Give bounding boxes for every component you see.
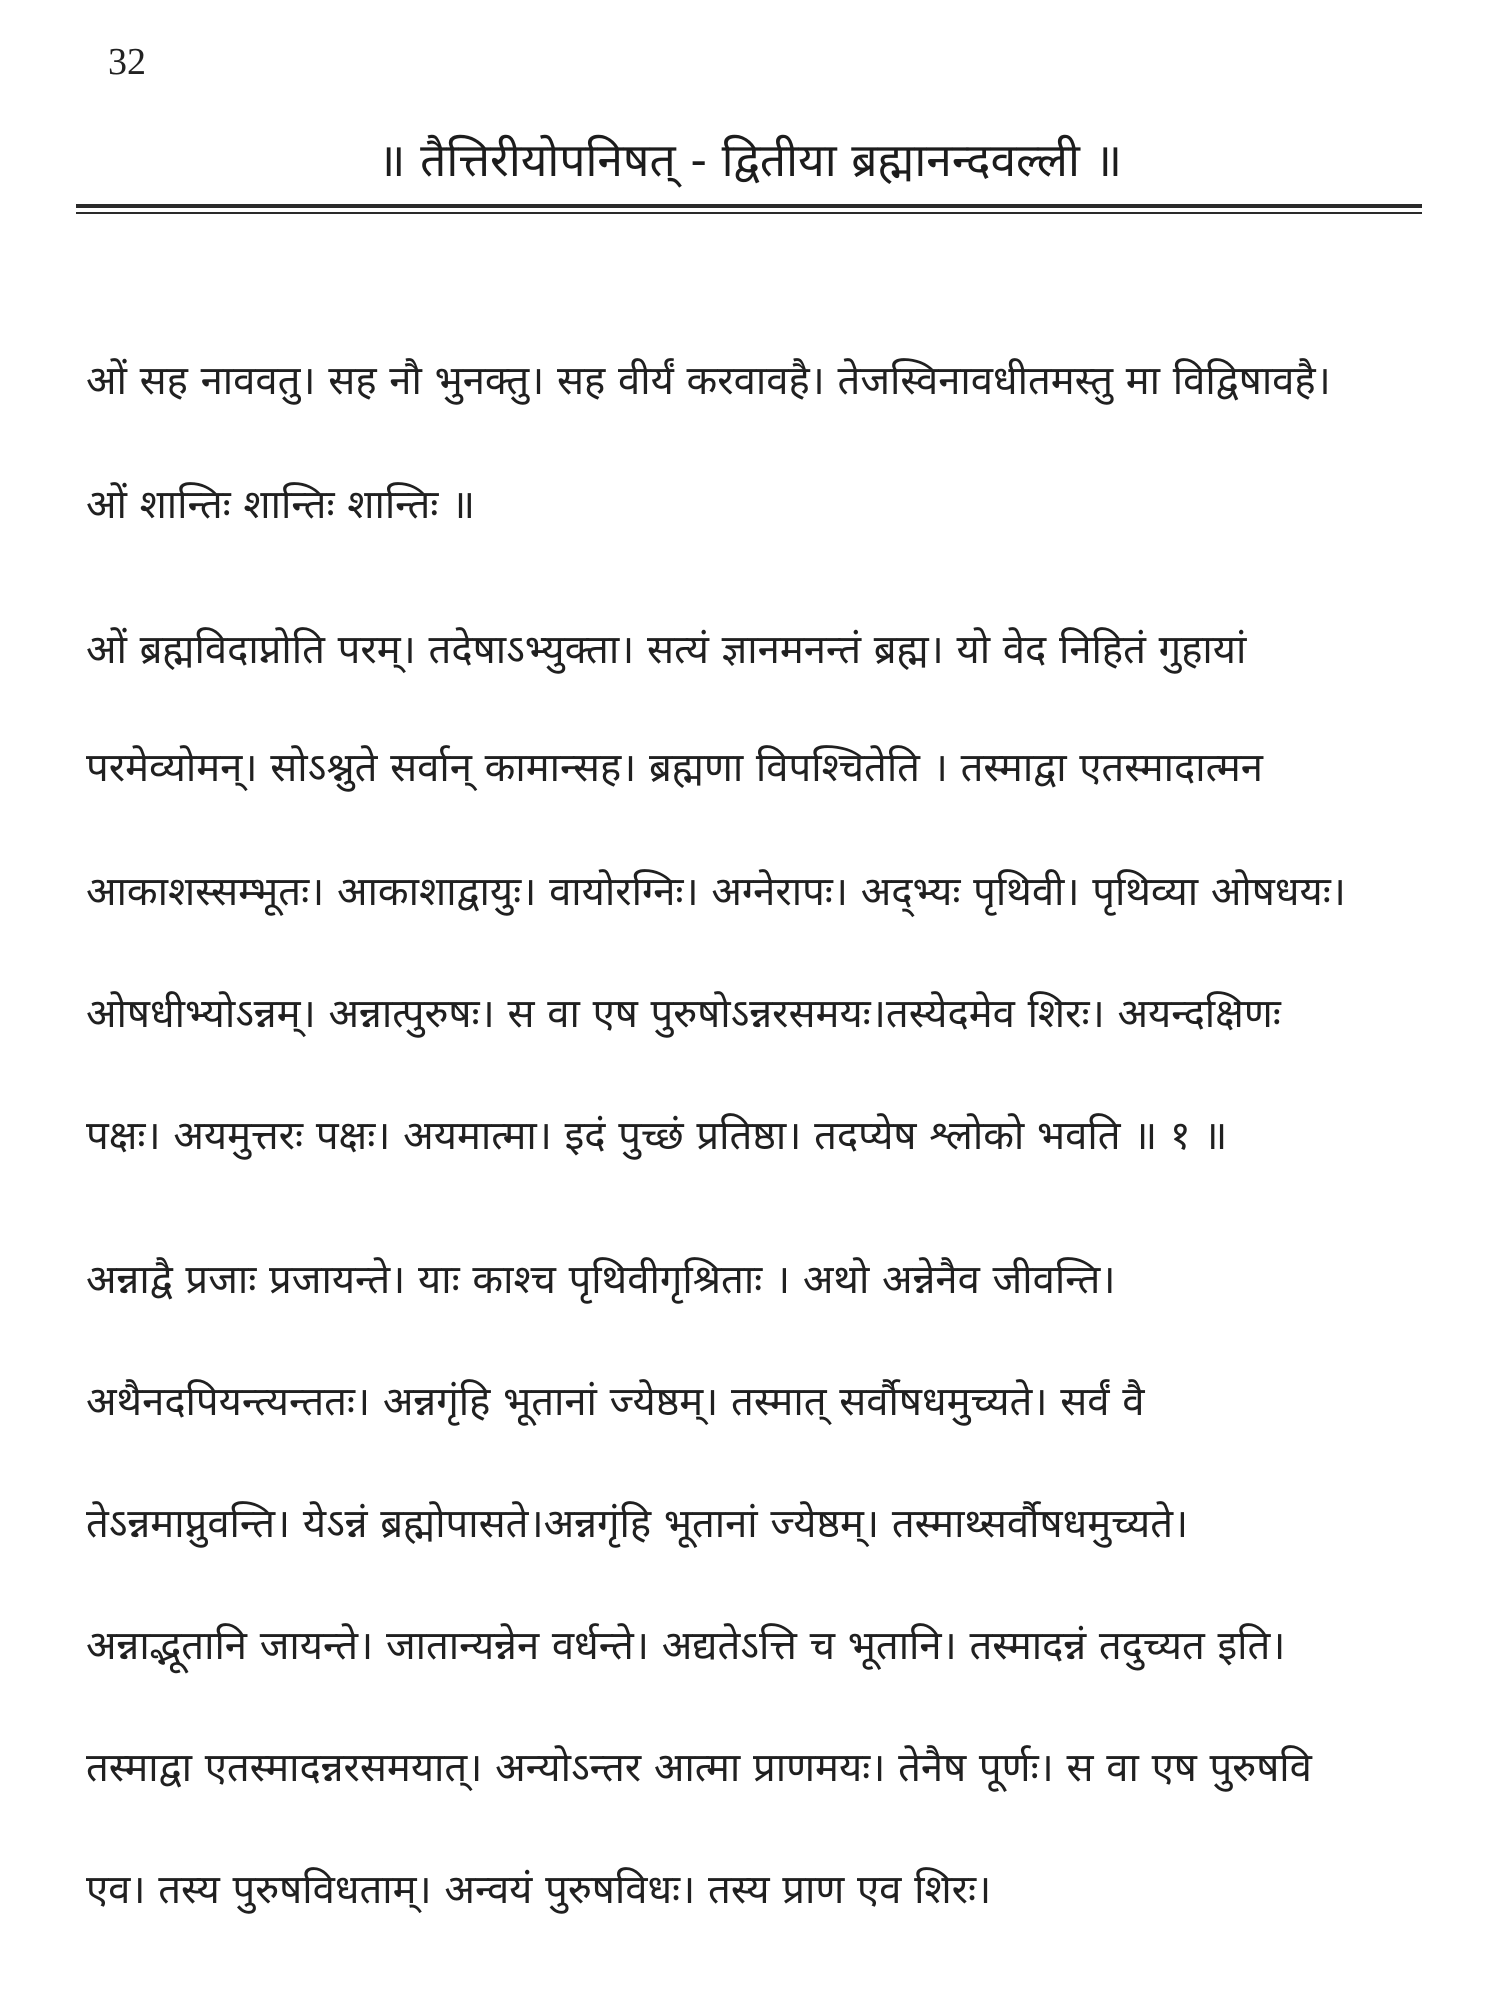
verse-line: तेऽन्नमाप्नुवन्ति। येऽन्नं ब्रह्मोपासते।अन्नगृंहि भूतानां ज्येष्ठम्। तस्माथ्सर्वौषधमुच्यते। — [86, 1501, 1189, 1547]
verse-line: अथैनदपियन्त्यन्ततः। अन्नगृंहि भूतानां ज्येष्ठम्। तस्मात् सर्वौषधमुच्यते। सर्वं वै — [86, 1379, 1145, 1425]
verse-line: अन्नाद्वै प्रजाः प्रजायन्ते। याः काश्च पृथिवीगृश्रिताः । अथो अन्नेनैव जीवन्ति। — [86, 1257, 1116, 1303]
verse-line: तस्माद्वा एतस्मादन्नरसमयात्। अन्योऽन्तर आत्मा प्राणमयः। तेनैष पूर्णः। स वा एष पुरुषवि — [86, 1745, 1312, 1791]
page-header: ॥ तैत्तिरीयोपनिषत् - द्वितीया ब्रह्मानन्दवल्ली ॥ — [377, 133, 1123, 187]
verse-line: पक्षः। अयमुत्तरः पक्षः। अयमात्मा। इदं पुच्छं प्रतिष्ठा। तदप्येष श्लोको भवति ॥ १ ॥ — [86, 1113, 1228, 1159]
header-rule-thin — [76, 212, 1422, 214]
verse-line: आकाशस्सम्भूतः। आकाशाद्वायुः। वायोरग्निः। अग्नेरापः। अद्भ्यः पृथिवी। पृथिव्या ओषधयः। — [86, 869, 1346, 915]
verse-line: एव। तस्य पुरुषविधताम्। अन्वयं पुरुषविधः। तस्य प्राण एव शिरः। — [86, 1867, 992, 1913]
page-number: 32 — [108, 41, 146, 83]
verse-line: ओं शान्तिः शान्तिः शान्तिः ॥ — [86, 482, 476, 528]
verse-line: ओषधीभ्योऽन्नम्। अन्नात्पुरुषः। स वा एष पुरुषोऽन्नरसमयः।तस्येदमेव शिरः। अयन्दक्षिणः — [86, 991, 1281, 1037]
verse-line: ओं ब्रह्मविदाप्नोति परम्। तदेषाऽभ्युक्ता। सत्यं ज्ञानमनन्तं ब्रह्म। यो वेद निहितं गुहायां — [86, 627, 1247, 673]
verse-line: परमेव्योमन्। सोऽश्नुते सर्वान् कामान्सह। ब्रह्मणा विपश्चितेति । तस्माद्वा एतस्मादात्मन — [86, 745, 1263, 791]
verse-line: ओं सह नाववतु। सह नौ भुनक्तु। सह वीर्यं करवावहै। तेजस्विनावधीतमस्तु मा विद्विषावहै। — [86, 358, 1331, 404]
header-rule-thick — [76, 204, 1422, 208]
verse-line: अन्नाद्भूतानि जायन्ते। जातान्यन्नेन वर्धन्ते। अद्यतेऽत्ति च भूतानि। तस्मादन्नं तदुच्यत इति। — [86, 1623, 1286, 1669]
